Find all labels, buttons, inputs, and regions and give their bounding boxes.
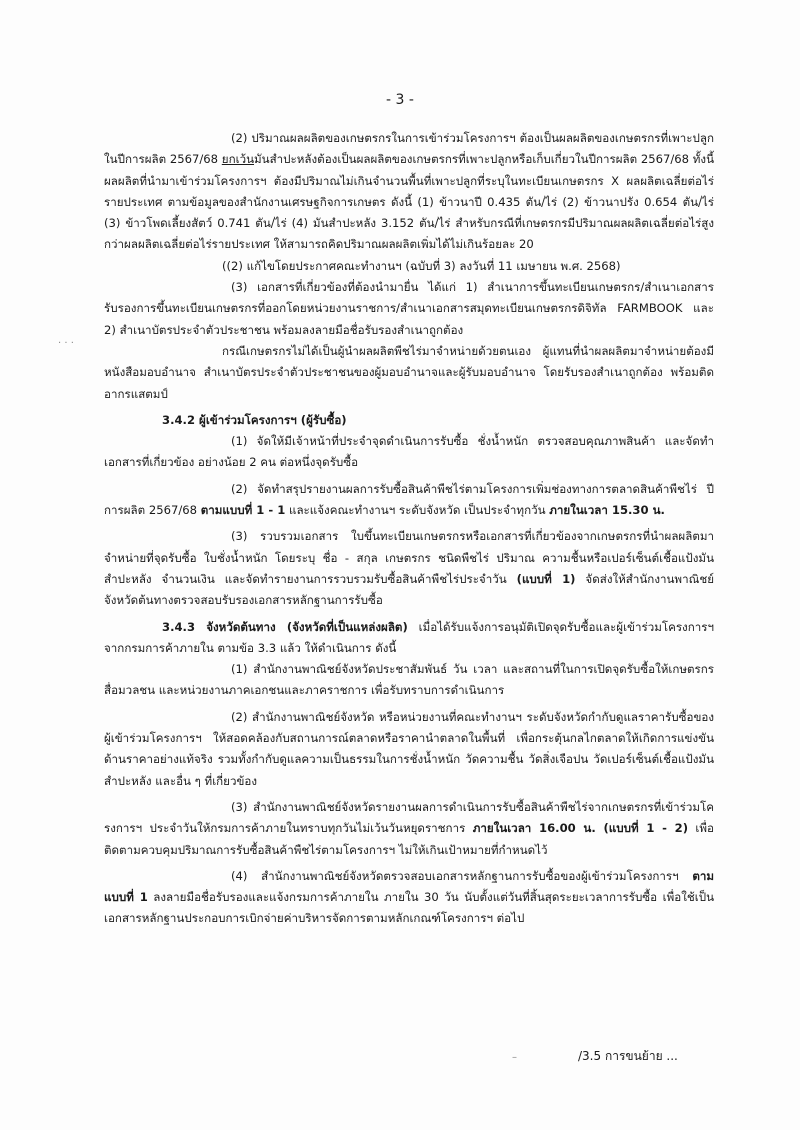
bold-text: ภายในเวลา 16.00 น. (แบบที่ 1 - 2) — [472, 821, 689, 836]
paragraph-buyer-documents — [104, 526, 714, 611]
section-heading-3-4-2: 3.4.2 ผู้เข้าร่วมโครงการฯ (ผู้รับซื้อ) — [162, 412, 347, 427]
text: ลงลายมือชื่อรับรองและแจ้งกรมการค้าภายใน ภายใน 30 วัน นับตั้งแต่วันที่สิ้นสุดระยะเวลาการรับซื้อ เพื่อใช้เป็นเอกสารหลักฐานประกอบการเบิกจ่ายค่าบริหารจัดการตามหลักเกณฑ์โครงการฯ ต่อไป — [104, 890, 714, 926]
text: และแจ้งคณะทำงานฯ ระดับจังหวัด เป็นประจำทุกวัน — [285, 503, 550, 518]
text: (4) สำนักงานพาณิชย์จังหวัดตรวจสอบเอกสารหลักฐานการรับซื้อของผู้เข้าร่วมโครงการฯ — [231, 868, 693, 883]
paragraph-required-documents: (3) เอกสารที่เกี่ยวข้องที่ต้องนำมายื่น ได้แก่ 1) สำเนาการขึ้นทะเบียนเกษตรกร/สำเนาเอกสารรับรองการขึ้นทะเบียนเกษตรกรที่ออกโดยหน่วยงานราชการ/สำเนาเอกสารสมุดทะเบียนเกษตรกรดิจิทัล FARMBOOK และ 2) สำเนาบัตรประจำตัวประชาชน พร้อมลงลายมือชื่อรับรองสำเนาถูกต้อง — [104, 280, 714, 337]
text: (3) รวบรวมเอกสาร ใบขึ้นทะเบียนเกษตรกรหรือเอกสารที่เกี่ยวข้องจากเกษตรกรที่นำผลผลิตมาจำหน่ายที่จุดรับซื้อ ใบชั่งน้ำหนัก โดยระบุ ชื่อ - สกุล เกษตรกร ชนิดพืชไร่ ปริมาณ ความชื้นหรือเปอร์เซ็นต์เชื้อแป้งมันสำปะหลัง จำนวนเงิน และจัดทำรายงานการรวบรวมรับซื้อสินค้าพืชไร่ประจำวัน — [104, 529, 714, 586]
text: (2) จัดทำสรุปรายงานผลการรับซื้อสินค้าพืชไร่ตามโครงการเพิ่มช่องทางการตลาดสินค้าพืชไร่ ปีการผลิต 2567/68 — [104, 481, 714, 518]
bold-text: ตามแบบที่ 1 - 1 — [200, 503, 286, 518]
paragraph-buyer-staff: (1) จัดให้มีเจ้าหน้าที่ประจำจุดดำเนินการรับซื้อ ชั่งน้ำหนัก ตรวจสอบคุณภาพสินค้า และจัดทำเอกสารที่เกี่ยวข้อง อย่างน้อย 2 คน ต่อหนึ่งจุดรับซื้อ — [104, 434, 714, 470]
bold-text: ตามแบบที่ 1 — [104, 868, 714, 905]
text: จัดส่งให้สำนักงานพาณิชย์จังหวัดต้นทางตรวจสอบรับรองเอกสารหลักฐานการรับซื้อ — [104, 571, 714, 608]
paragraph-publicity: (1) สำนักงานพาณิชย์จังหวัดประชาสัมพันธ์ วัน เวลา และสถานที่ในการเปิดจุดรับซื้อให้เกษตรกร สื่อมวลชน และหน่วยงานภาคเอกชนและภาคราชการ เพื่อรับทราบการดำเนินการ — [104, 662, 714, 698]
page-number: - 3 - — [386, 92, 414, 108]
bold-text: (แบบที่ 1) — [516, 571, 576, 586]
bold-text: 3.4.3 จังหวัดต้นทาง (จังหวัดที่เป็นแหล่งผลิต) — [162, 619, 408, 634]
bold-text: ภายในเวลา 15.30 น. — [549, 503, 665, 518]
paragraph-amendment-note: ((2) แก้ไขโดยประกาศคณะทำงานฯ (ฉบับที่ 3) ลงวันที่ 11 เมษายน พ.ศ. 2568) — [222, 258, 621, 273]
text: (2) ปริมาณผลผลิตของเกษตรกรในการเข้าร่วมโครงการฯ ต้องเป็นผลผลิตของเกษตรกรที่เพาะปลูกในปีการผลิต 2567/68 — [104, 131, 714, 167]
paragraph-price-supervision: (2) สำนักงานพาณิชย์จังหวัด หรือหน่วยงานที่คณะทำงานฯ ระดับจังหวัดกำกับดูแลราคารับซื้อของผู้เข้าร่วมโครงการฯ ให้สอดคล้องกับสถานการณ์ตลาดหรือราคานำตลาดในพื้นที่ เพื่อกระตุ้นกลไกตลาดให้เกิดการแข่งขันด้านราคาอย่างแท้จริง รวมทั้งกำกับดูแลความเป็นธรรมในการชั่งน้ำหนัก วัดความชื้น วัดสิ่งเจือปน วัดเปอร์เซ็นต์เชื้อแป้งมันสำปะหลัง และอื่น ๆ ที่เกี่ยวข้อง — [104, 709, 714, 788]
document-body — [104, 128, 714, 930]
text: เมื่อได้รับแจ้งการอนุมัติเปิดจุดรับซื้อและผู้เข้าร่วมโครงการฯ จากกรมการค้าภายใน ตามข้อ 3.3 แล้ว ให้ดำเนินการ ดังนี้ — [104, 619, 714, 655]
paragraph-daily-report — [104, 797, 714, 861]
continuation-note: /3.5 การขนย้าย ... — [578, 1049, 678, 1063]
paragraph-quantity-rule — [104, 128, 714, 256]
underlined-exception: ยกเว้น — [221, 152, 255, 167]
text: มันสำปะหลังต้องเป็นผลผลิตของเกษตรกรที่เพาะปลูกหรือเก็บเกี่ยวในปีการผลิต 2567/68 ทั้งนี้ ผลผลิตที่นำมาเข้าร่วมโครงการฯ ต้องมีปริมาณไม่เกินจำนวนพื้นที่เพาะปลูกที่ระบุในทะเบียนเกษตรกร X ผลผลิตเฉลี่ยต่อไร่รายประเทศ ตามข้อมูลของสำนักงานเศรษฐกิจการเกษตร ดังนี้ (1) ข้าวนาปี 0.435 ตัน/ไร่ (2) ข้าวนาปรัง 0.654 ตัน/ไร่ (3) ข้าวโพดเลี้ยงสัตว์ 0.741 ตัน/ไร่ (4) มันสำปะหลัง 3.152 ตัน/ไร่ สำหรับกรณีที่เกษตรกรมีปริมาณผลผลิตเฉลี่ยต่อไร่สูงกว่าผลผลิตเฉลี่ยต่อไร่รายประเทศ ให้สามารถคิดปริมาณผลผลิตเพิ่มได้ไม่เกินร้อยละ 20 — [104, 152, 715, 252]
text: (3) สำนักงานพาณิชย์จังหวัดรายงานผลการดำเนินการรับซื้อสินค้าพืชไร่จากเกษตรกรที่เข้าร่วมโครงการฯ ประจำวันให้กรมการค้าภายในทราบทุกวันไม่เว้นวันหยุดราชการ — [104, 799, 714, 836]
paragraph-proxy: กรณีเกษตรกรไม่ได้เป็นผู้นำผลผลิตพืชไร่มาจำหน่ายด้วยตนเอง ผู้แทนที่นำผลผลิตมาจำหน่ายต้องมีหนังสือมอบอำนาจ สำเนาบัตรประจำตัวประชาชนของผู้มอบอำนาจและผู้รับมอบอำนาจ โดยรับรองสำเนาถูกต้อง พร้อมติดอากรแสตมป์ — [104, 343, 714, 401]
paragraph-document-verification — [104, 866, 714, 930]
scan-speck: – — [512, 1052, 517, 1063]
scan-speck: · · · — [58, 338, 74, 349]
text: เพื่อติดตามควบคุมปริมาณการรับซื้อสินค้าพืชไร่ตามโครงการฯ ไม่ให้เกินเป้าหมายที่กำหนดไว้ — [104, 821, 714, 857]
paragraph-buyer-report — [104, 479, 714, 522]
section-heading-3-4-3 — [104, 617, 714, 660]
